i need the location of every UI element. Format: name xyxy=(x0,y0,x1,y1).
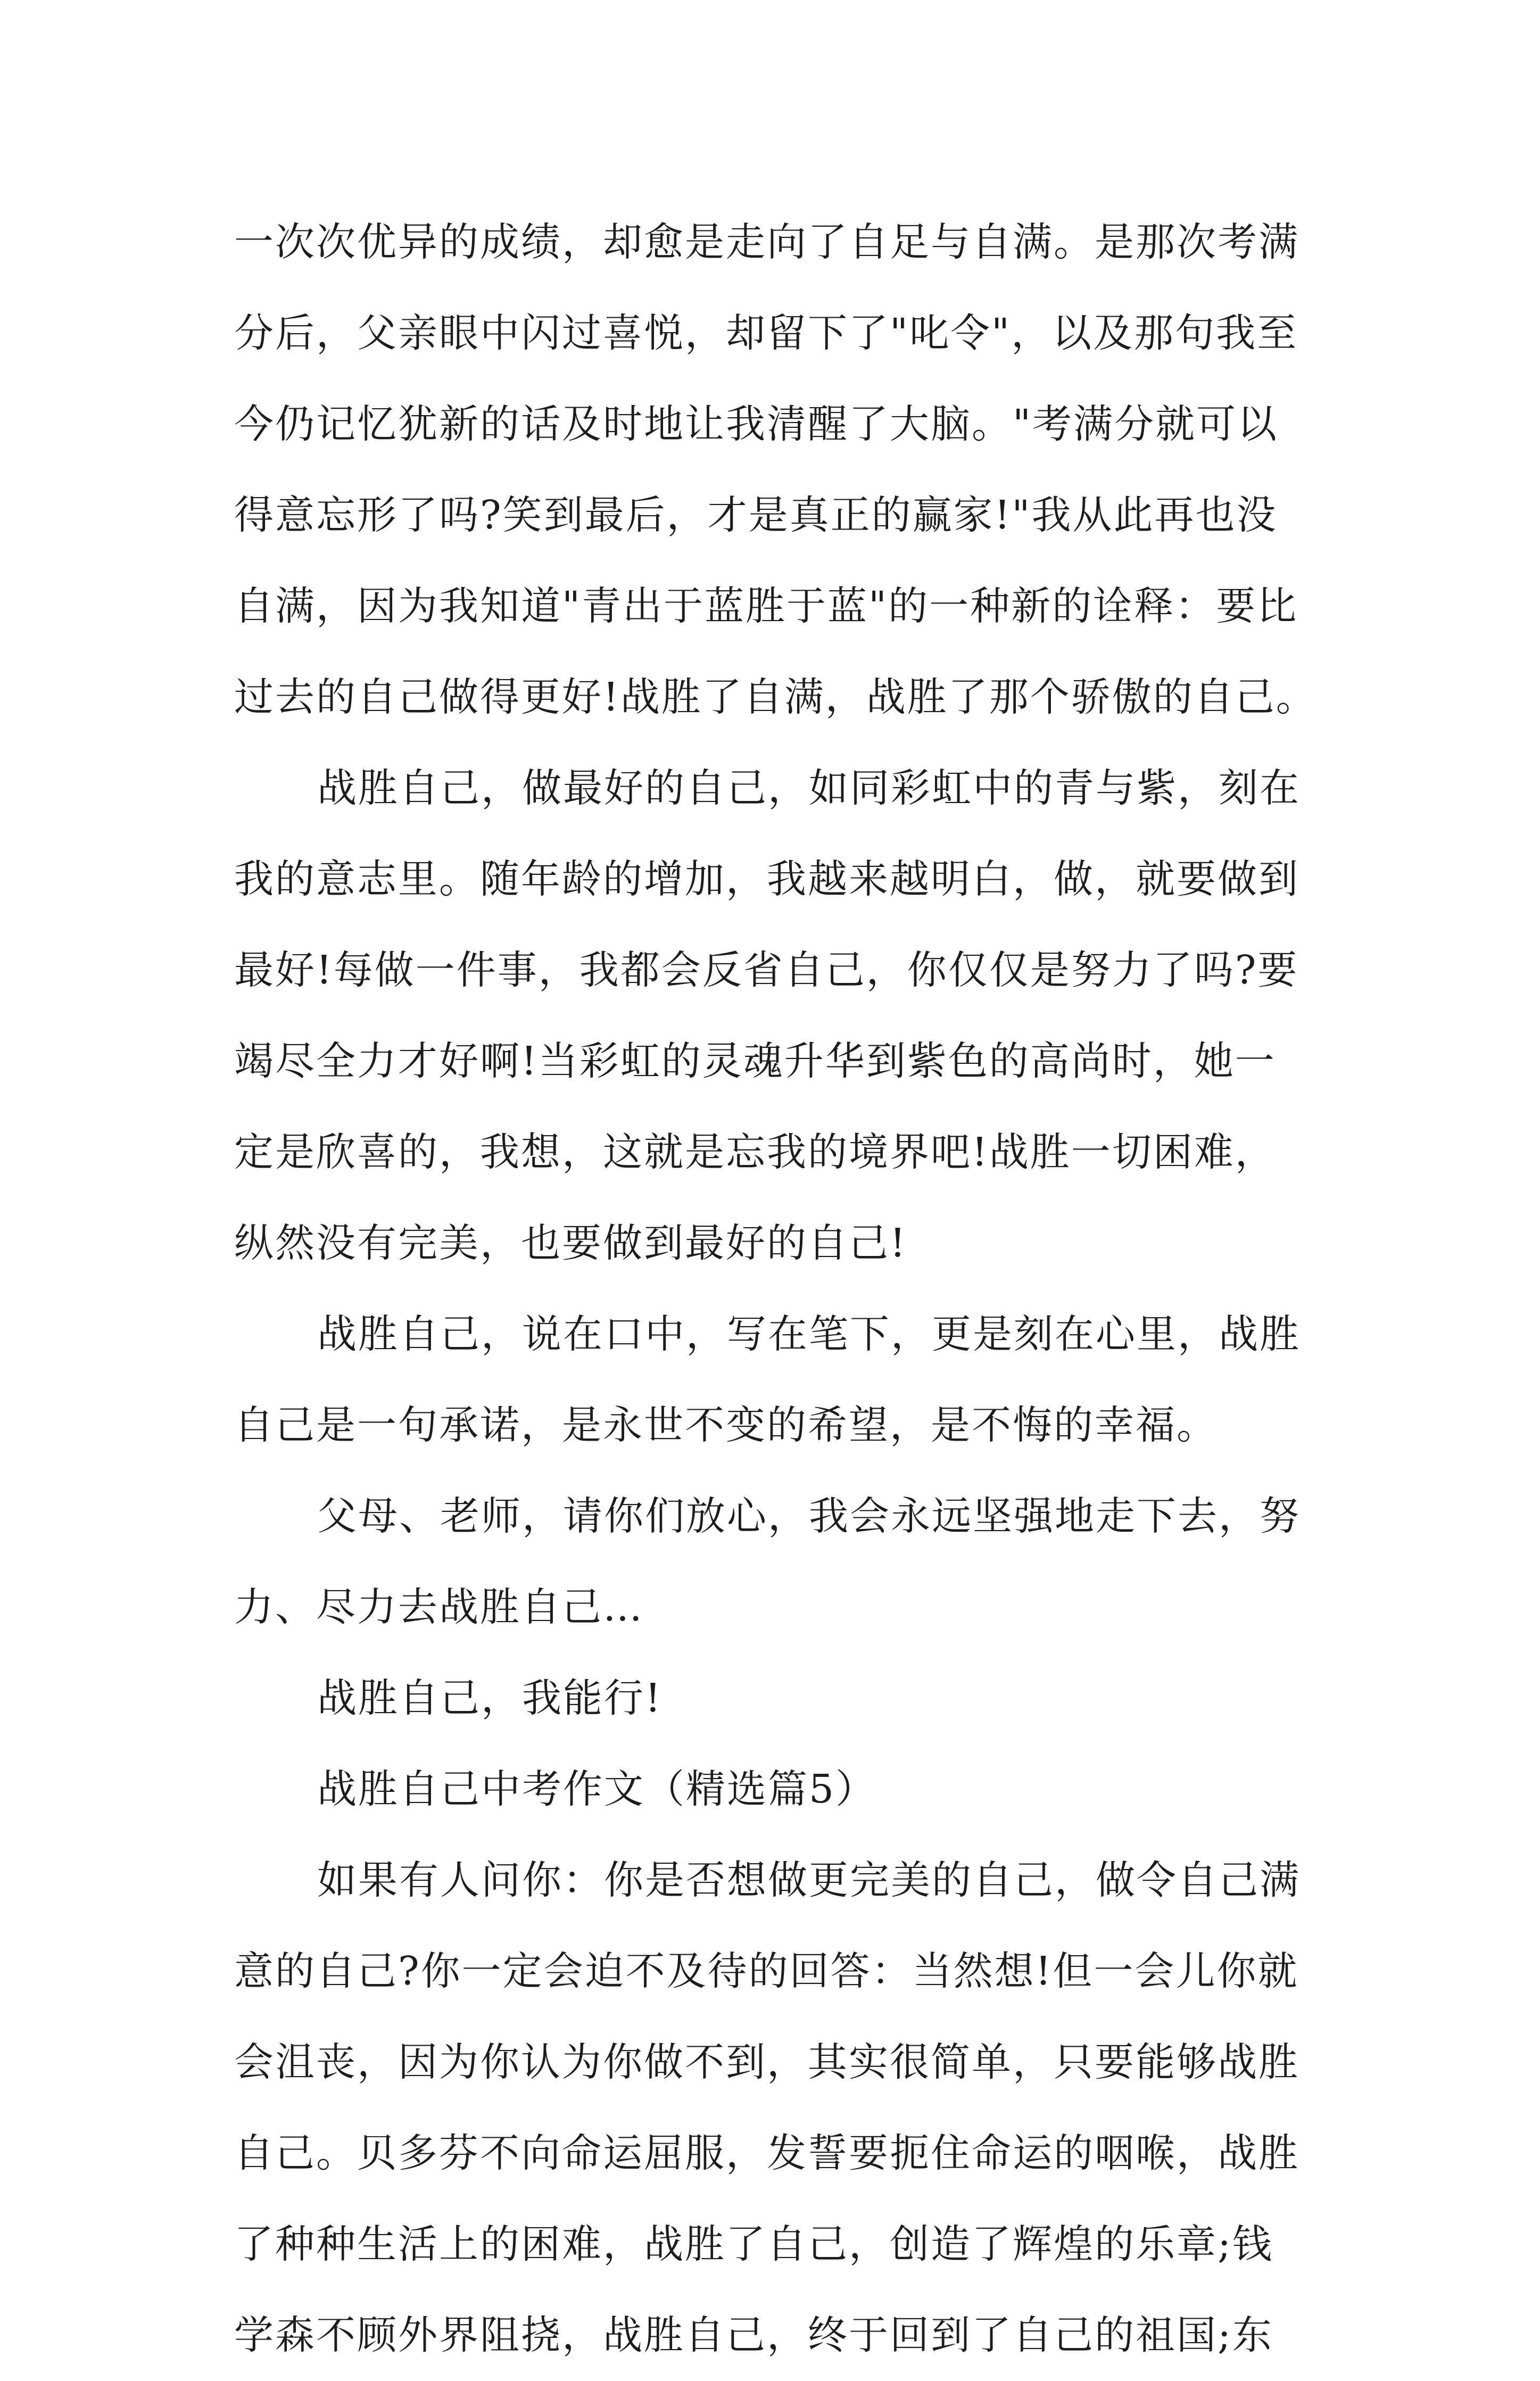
text-line: 得意忘形了吗?笑到最后，才是真正的赢家!"我从此再也没 xyxy=(234,492,1278,538)
text-line: 过去的自己做得更好!战胜了自满，战胜了那个骄傲的自己。 xyxy=(234,674,1317,720)
text-line: 一次次优异的成绩，却愈是走向了自足与自满。是那次考满 xyxy=(234,219,1299,265)
text-line: 我的意志里。随年龄的增加，我越来越明白，做，就要做到 xyxy=(234,856,1299,902)
text-line: 力、尽力去战胜自己… xyxy=(234,1584,644,1630)
text-line: 会沮丧，因为你认为你做不到，其实很简单，只要能够战胜 xyxy=(234,2039,1299,2085)
text-line: 了种种生活上的困难，战胜了自己，创造了辉煌的乐章;钱 xyxy=(234,2221,1273,2267)
text-line: 自己是一句承诺，是永世不变的希望，是不悔的幸福。 xyxy=(234,1402,1218,1448)
essay-body xyxy=(234,197,1320,2381)
text-line: 学森不顾外界阻挠，战胜自己，终于回到了自己的祖国;东 xyxy=(234,2312,1273,2358)
text-line: 今仍记忆犹新的话及时地让我清醒了大脑。"考满分就可以 xyxy=(234,401,1279,447)
text-line: 分后，父亲眼中闪过喜悦，却留下了"叱令"，以及那句我至 xyxy=(234,310,1298,356)
section-heading: 战胜自己中考作文（精选篇5） xyxy=(317,1766,877,1812)
text-line: 自满，因为我知道"青出于蓝胜于蓝"的一种新的诠释：要比 xyxy=(234,583,1298,629)
paragraph-start-line: 如果有人问你：你是否想做更完美的自己，做令自己满 xyxy=(317,1857,1301,1903)
text-line: 竭尽全力才好啊!当彩虹的灵魂升华到紫色的高尚时，她一 xyxy=(234,1038,1276,1084)
text-line: 纵然没有完美，也要做到最好的自己! xyxy=(234,1220,907,1266)
paragraph-start-line: 战胜自己，做最好的自己，如同彩虹中的青与紫，刻在 xyxy=(317,765,1301,811)
text-line: 自己。贝多芬不向命运屈服，发誓要扼住命运的咽喉，战胜 xyxy=(234,2130,1299,2176)
text-line: 最好!每做一件事，我都会反省自己，你仅仅是努力了吗?要 xyxy=(234,947,1299,993)
text-line: 定是欣喜的，我想，这就是忘我的境界吧!战胜一切困难， xyxy=(234,1129,1276,1175)
paragraph-start-line: 战胜自己，说在口中，写在笔下，更是刻在心里，战胜 xyxy=(317,1311,1301,1357)
paragraph-start-line: 战胜自己，我能行! xyxy=(317,1675,663,1721)
paragraph-start-line: 父母、老师，请你们放心，我会永远坚强地走下去，努 xyxy=(317,1493,1301,1539)
text-line: 意的自己?你一定会迫不及待的回答：当然想!但一会儿你就 xyxy=(234,1948,1299,1994)
